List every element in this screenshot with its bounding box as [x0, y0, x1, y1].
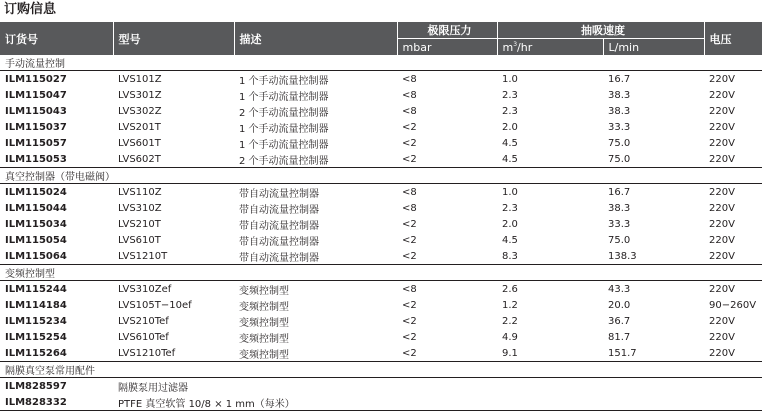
- cell-speed-lmin: 33.3: [608, 121, 631, 133]
- order-table: [0, 22, 762, 411]
- cell-speed-lmin: 43.3: [608, 283, 631, 295]
- cell-model: LVS1210T: [113, 248, 234, 265]
- cell-order-no: ILM828597: [5, 380, 67, 392]
- cell-description: 带自动流量控制器: [239, 220, 319, 232]
- cell-order-no: ILM115244: [5, 283, 67, 295]
- cell-pressure: <8: [402, 283, 417, 295]
- header-order-no: 订货号: [0, 22, 113, 55]
- cell-pressure: <2: [402, 234, 417, 246]
- cell-voltage: 220V: [709, 283, 735, 295]
- cell-voltage: 220V: [704, 151, 762, 168]
- section-header: [0, 55, 762, 71]
- cell-speed-m3hr: 8.3: [497, 248, 603, 265]
- cell-order-no: ILM115254: [5, 331, 67, 343]
- cell-model: LVS601T: [118, 137, 161, 149]
- cell-description: 变频控制型: [239, 333, 289, 345]
- cell-description: 带自动流量控制器: [239, 236, 319, 248]
- cell-voltage: 220V: [709, 315, 735, 327]
- header-model: 型号: [113, 22, 234, 55]
- table-row: [0, 216, 762, 232]
- table-row: [0, 71, 762, 88]
- table-row: [0, 200, 762, 216]
- cell-voltage: 90−260V: [709, 299, 757, 311]
- cell-pressure: <8: [402, 105, 417, 117]
- table-row: [0, 378, 762, 395]
- header-speed-unit-lmin: L/min: [603, 39, 704, 56]
- cell-speed-lmin: 138.3: [603, 248, 704, 265]
- cell-speed-m3hr: 9.1: [497, 345, 603, 362]
- table-row: [0, 313, 762, 329]
- cell-model: LVS210T: [118, 218, 161, 230]
- cell-pressure: <2: [402, 121, 417, 133]
- page-title: 订购信息: [4, 2, 57, 17]
- cell-voltage: 220V: [709, 186, 735, 198]
- cell-voltage: 220V: [709, 73, 735, 85]
- cell-pressure: <8: [402, 73, 417, 85]
- cell-order-no: ILM115037: [5, 121, 67, 133]
- cell-pressure: <2: [397, 151, 497, 168]
- cell-order-no: ILM115043: [5, 105, 67, 117]
- cell-speed-lmin: 33.3: [608, 218, 631, 230]
- unit-tail: /hr: [517, 40, 533, 54]
- cell-speed-lmin: 38.3: [608, 105, 631, 117]
- table-body: [0, 55, 762, 411]
- cell-speed-m3hr: 1.2: [502, 299, 518, 311]
- cell-order-no: ILM115234: [5, 315, 67, 327]
- cell-speed-lmin: 81.7: [608, 331, 631, 343]
- cell-speed-m3hr: 2.3: [502, 105, 518, 117]
- cell-speed-m3hr: 4.5: [502, 137, 518, 149]
- cell-voltage: 220V: [709, 105, 735, 117]
- cell-description: 变频控制型: [239, 301, 289, 313]
- cell-speed-m3hr: 4.9: [502, 331, 518, 343]
- cell-description: 1 个手动流量控制器: [239, 123, 329, 135]
- table-row: [0, 329, 762, 345]
- cell-voltage: 220V: [709, 89, 735, 101]
- cell-speed-lmin: 20.0: [608, 299, 631, 311]
- cell-speed-m3hr: 2.6: [502, 283, 518, 295]
- table-row: [0, 119, 762, 135]
- header-ultimate-pressure: 极限压力: [397, 22, 497, 39]
- table-row: [0, 232, 762, 248]
- cell-order-no: ILM115044: [5, 202, 67, 214]
- cell-model: LVS610Tef: [118, 331, 169, 343]
- cell-order-no: ILM115053: [0, 151, 113, 168]
- cell-description: 带自动流量控制器: [239, 204, 319, 216]
- table-row: [0, 103, 762, 119]
- unit-sup: 3: [513, 40, 518, 48]
- cell-speed-m3hr: 4.5: [502, 234, 518, 246]
- cell-speed-m3hr: 4.5: [497, 151, 603, 168]
- section-title: 手动流量控制: [0, 55, 762, 71]
- cell-model: LVS101Z: [118, 73, 162, 85]
- cell-model: LVS110Z: [118, 186, 162, 198]
- cell-pressure: <8: [402, 202, 417, 214]
- table-row: [0, 184, 762, 201]
- cell-speed-lmin: 151.7: [603, 345, 704, 362]
- cell-speed-lmin: 16.7: [608, 73, 631, 85]
- cell-description: 2 个手动流量控制器: [239, 107, 329, 119]
- table-row: [0, 281, 762, 298]
- cell-speed-m3hr: 1.0: [502, 186, 518, 198]
- cell-voltage: 220V: [709, 234, 735, 246]
- header-voltage: 电压: [704, 22, 762, 55]
- table-row: [0, 135, 762, 151]
- cell-model: LVS310Zef: [118, 283, 172, 295]
- table-header: [0, 22, 762, 55]
- cell-speed-lmin: 36.7: [608, 315, 631, 327]
- cell-pressure: <2: [402, 137, 417, 149]
- header-pressure-unit: mbar: [397, 39, 497, 56]
- cell-speed-lmin: 38.3: [608, 89, 631, 101]
- cell-voltage: 220V: [704, 345, 762, 362]
- cell-description: 变频控制型: [239, 285, 289, 297]
- cell-model: LVS201T: [118, 121, 161, 133]
- header-pumping-speed: 抽吸速度: [497, 22, 704, 39]
- cell-pressure: <2: [402, 299, 417, 311]
- cell-pressure: <8: [402, 89, 417, 101]
- cell-speed-lmin: 38.3: [608, 202, 631, 214]
- cell-description: 变频控制型: [234, 345, 397, 362]
- cell-pressure: <2: [402, 218, 417, 230]
- table-row: [0, 151, 762, 168]
- cell-order-no: ILM115027: [5, 73, 67, 85]
- cell-order-no: ILM114184: [5, 299, 67, 311]
- cell-model: LVS210Tef: [118, 315, 169, 327]
- cell-speed-lmin: 16.7: [608, 186, 631, 198]
- table-row: [0, 248, 762, 265]
- cell-speed-m3hr: 1.0: [502, 73, 518, 85]
- header-speed-unit-m3hr: [497, 39, 603, 56]
- cell-model: LVS1210Tef: [113, 345, 234, 362]
- cell-pressure: <2: [402, 315, 417, 327]
- cell-pressure: <2: [397, 248, 497, 265]
- cell-pressure: <8: [402, 186, 417, 198]
- unit-m: m: [502, 40, 514, 54]
- section-header: [0, 168, 762, 184]
- cell-speed-lmin: 75.0: [608, 234, 631, 246]
- cell-item: 隔膜泵用过滤器: [118, 382, 188, 394]
- cell-pressure: <2: [397, 345, 497, 362]
- cell-description: 带自动流量控制器: [234, 248, 397, 265]
- cell-speed-m3hr: 2.2: [502, 315, 518, 327]
- table-row: [0, 297, 762, 313]
- section-header: [0, 265, 762, 281]
- cell-pressure: <2: [402, 331, 417, 343]
- cell-voltage: 220V: [704, 248, 762, 265]
- cell-voltage: 220V: [709, 202, 735, 214]
- cell-description: 1 个手动流量控制器: [239, 91, 329, 103]
- cell-voltage: 220V: [709, 331, 735, 343]
- section-title: 真空控制器（带电磁阀）: [0, 168, 762, 184]
- cell-order-no: ILM115047: [5, 89, 67, 101]
- table-row: [0, 394, 762, 411]
- cell-speed-m3hr: 2.0: [502, 218, 518, 230]
- cell-order-no: ILM115057: [5, 137, 67, 149]
- cell-speed-m3hr: 2.3: [502, 202, 518, 214]
- cell-order-no: ILM115034: [5, 218, 67, 230]
- cell-model: LVS610T: [118, 234, 161, 246]
- cell-voltage: 220V: [709, 121, 735, 133]
- cell-item: PTFE 真空软管 10/8 × 1 mm（每米）: [113, 394, 762, 411]
- cell-description: 1 个手动流量控制器: [239, 139, 329, 151]
- cell-order-no: ILM115264: [0, 345, 113, 362]
- section-title: 隔膜真空泵常用配件: [0, 362, 762, 378]
- cell-voltage: 220V: [709, 137, 735, 149]
- cell-order-no: ILM115054: [5, 234, 67, 246]
- cell-order-no: ILM115064: [0, 248, 113, 265]
- cell-model: LVS302Z: [118, 105, 162, 117]
- cell-description: 2 个手动流量控制器: [234, 151, 397, 168]
- cell-speed-m3hr: 2.3: [502, 89, 518, 101]
- cell-model: LVS602T: [113, 151, 234, 168]
- cell-speed-m3hr: 2.0: [502, 121, 518, 133]
- cell-model: LVS301Z: [118, 89, 162, 101]
- section-title: 变频控制型: [0, 265, 762, 281]
- cell-description: 带自动流量控制器: [239, 188, 319, 200]
- section-header: [0, 362, 762, 378]
- cell-order-no: ILM115024: [5, 186, 67, 198]
- cell-description: 变频控制型: [239, 317, 289, 329]
- cell-voltage: 220V: [709, 218, 735, 230]
- cell-model: LVS105T−10ef: [118, 299, 192, 311]
- cell-speed-lmin: 75.0: [603, 151, 704, 168]
- cell-order-no: ILM828332: [0, 394, 113, 411]
- table-row: [0, 87, 762, 103]
- cell-speed-lmin: 75.0: [608, 137, 631, 149]
- cell-description: 1 个手动流量控制器: [239, 75, 329, 87]
- table-row: [0, 345, 762, 362]
- header-description: 描述: [234, 22, 397, 55]
- cell-model: LVS310Z: [118, 202, 162, 214]
